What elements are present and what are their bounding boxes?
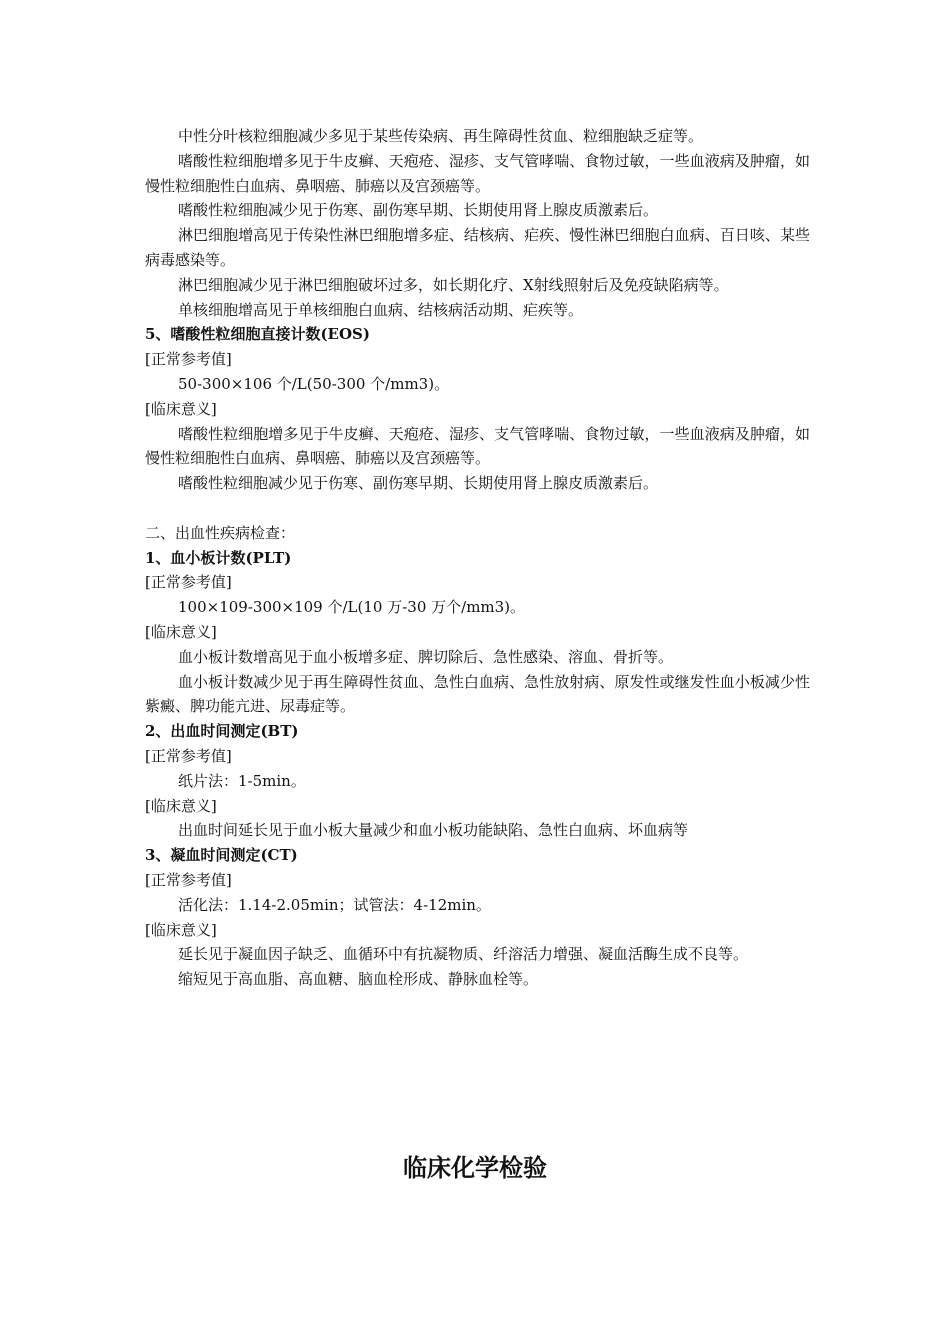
paragraph: 嗜酸性粒细胞减少见于伤寒、副伤寒早期、长期使用肾上腺皮质激素后。 <box>178 201 659 220</box>
paragraph: 中性分叶核粒细胞减少多见于某些传染病、再生障碍性贫血、粒细胞缺乏症等。 <box>178 127 704 145</box>
section-heading: 5、嗜酸性粒细胞直接计数(EOS) <box>145 325 370 344</box>
section-label: [正常参考值] <box>145 350 232 369</box>
section-label: [临床意义] <box>145 920 217 939</box>
indented-line: 延长见于凝血因子缺乏、血循环中有抗凝物质、纤溶活力增强、凝血活酶生成不良等。 <box>178 945 749 964</box>
paragraph: 嗜酸性粒细胞增多见于牛皮癣、天疱疮、湿疹、支气管哮喘、食物过敏，一些血液病及肿瘤，如慢性粒细胞性白血病、鼻咽癌、肺癌以及宫颈癌等。 <box>145 151 810 195</box>
indented-line: 缩短见于高血脂、高血糖、脑血栓形成、静脉血栓等。 <box>178 970 539 989</box>
indented-line: 100×109-300×109 个/L(10 万-30 万个/mm3)。 <box>178 598 526 617</box>
indented-line: 纸片法：1-5min。 <box>178 771 306 790</box>
paragraph: 嗜酸性粒细胞减少见于伤寒、副伤寒早期、长期使用肾上腺皮质激素后。 <box>178 474 659 493</box>
section-label: [临床意义] <box>145 796 217 815</box>
paragraph: 嗜酸性粒细胞增多见于牛皮癣、天疱疮、湿疹、支气管哮喘、食物过敏，一些血液病及肿瘤，如慢性粒细胞性白血病、鼻咽癌、肺癌以及宫颈癌等。 <box>145 424 810 468</box>
section-heading: 1、血小板计数(PLT) <box>145 548 292 567</box>
blank-line <box>145 496 810 521</box>
paragraph: 单核细胞增高见于单核细胞白血病、结核病活动期、疟疾等。 <box>178 300 584 319</box>
section-heading: 3、凝血时间测定(CT) <box>145 846 298 865</box>
section-label: [正常参考值] <box>145 573 232 592</box>
paragraph: 血小板计数增高见于血小板增多症、脾切除后、急性感染、溶血、骨折等。 <box>178 647 674 666</box>
section-label: [临床意义] <box>145 622 217 641</box>
paragraph: 淋巴细胞减少见于淋巴细胞破坏过多，如长期化疗、X射线照射后及免疫缺陷病等。 <box>178 275 729 294</box>
indented-line: 出血时间延长见于血小板大量减少和血小板功能缺陷、急性白血病、坏血病等 <box>178 821 689 840</box>
section-label: 二、出血性疾病检查： <box>145 523 296 542</box>
section-heading: 2、出血时间测定(BT) <box>145 722 299 741</box>
section-label: [正常参考值] <box>145 870 232 889</box>
section-label: [临床意义] <box>145 399 217 418</box>
indented-line: 50-300×106 个/L(50-300 个/mm3)。 <box>178 374 450 393</box>
section-title: 临床化学检验 <box>403 1154 547 1182</box>
document-body <box>145 124 810 992</box>
paragraph: 淋巴细胞增高见于传染性淋巴细胞增多症、结核病、疟疾、慢性淋巴细胞白血病、百日咳、某些病毒感染等。 <box>145 226 810 269</box>
indented-line: 活化法：1.14-2.05min；试管法：4-12min。 <box>178 895 491 914</box>
paragraph: 血小板计数减少见于再生障碍性贫血、急性白血病、急性放射病、原发性或继发性血小板减少性紫癜、脾功能亢进、尿毒症等。 <box>145 672 810 716</box>
section-label: [正常参考值] <box>145 746 232 765</box>
